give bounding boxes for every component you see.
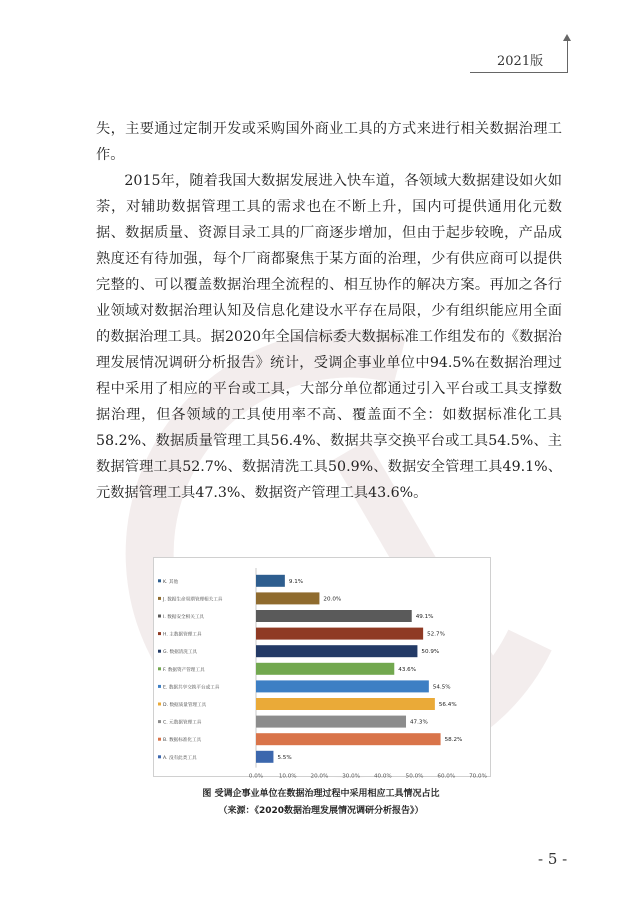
category-label: D. 数据质量管理工具 (163, 703, 207, 708)
category-label: E. 数据共享交换平台或工具 (163, 685, 220, 691)
legend-marker (158, 703, 161, 706)
value-label: 50.9% (421, 649, 440, 656)
category-label: J. 数据生命周期管理相关工具 (163, 597, 223, 603)
x-tick-label: 60.0% (437, 773, 456, 780)
legend-marker (158, 597, 161, 600)
bar (256, 592, 319, 604)
page-number: - 5 - (538, 850, 568, 868)
bar (256, 716, 406, 728)
category-label: C. 元数据管理工具 (163, 720, 202, 726)
value-label: 47.3% (410, 719, 428, 726)
legend-marker (158, 615, 161, 618)
bar (256, 680, 429, 692)
value-label: 43.6% (398, 666, 417, 673)
value-label: 20.0% (323, 596, 342, 603)
bar (256, 663, 394, 675)
bar (256, 628, 423, 640)
x-tick-label: 10.0% (278, 773, 297, 780)
bar (256, 610, 412, 622)
value-label: 54.5% (432, 684, 451, 691)
x-tick-label: 70.0% (469, 773, 487, 780)
value-label: 58.2% (444, 737, 463, 744)
value-label: 5.5% (277, 754, 292, 761)
category-label: G. 数据清洗工具 (163, 650, 198, 656)
value-label: 9.1% (288, 578, 304, 585)
paragraph-continuation: 失，主要通过定制开发或采购国外商业工具的方式来进行相关数据治理工作。 (96, 121, 562, 163)
edition-corner-line (470, 72, 568, 73)
category-label: H. 主数据管理工具 (163, 632, 202, 638)
bar (256, 751, 273, 763)
up-arrow-icon (563, 34, 571, 41)
value-label: 49.1% (415, 614, 434, 620)
bar (256, 575, 285, 587)
bar (256, 645, 417, 657)
body-text (96, 116, 562, 506)
x-tick-label: 20.0% (310, 773, 329, 780)
paragraph-main: 2015年，随着我国大数据发展进入快车道，各领域大数据建设如火如荼，对辅助数据管理工具的需求也在不断上升，国内可提供通用化元数据、数据质量、资源目录工具的厂商逐步增加，但由于起步较晚，产品成熟度还有待加强，每个厂商都聚焦于某方面的治理，少有供应商可以提供完整的、可以覆盖数据治理全流程的、相互协作的解决方案。再加之各行业领域对数据治理认知及信息化建设水平存在局限，少有组织能应用全面的数据治理工具。据2020年全国信标委大数据标准工作组发布的《数据治理发展情况调研分析报告》统计，受调企事业单位中94.5%在数据治理过程中采用了相应的平台或工具，大部分单位都通过引入平台或工具支撑数据治理，但各领域的工具使用率不高、覆盖面不全：如数据标准化工具58.2%、数据质量管理工具56.4%、数据共享交换平台或工具54.5%、主数据管理工具52.7%、数据清洗工具50.9%、数据安全管理工具49.1%、元数据管理工具47.3%、数据资产管理工具43.6%。 (96, 173, 562, 501)
value-label: 56.4% (438, 702, 457, 708)
legend-marker (158, 650, 161, 653)
legend-marker (158, 579, 161, 582)
legend-marker (158, 685, 161, 688)
legend-marker (158, 720, 161, 723)
category-label: I. 数据安全相关工具 (163, 615, 205, 620)
category-label: A. 没有此类工具 (163, 755, 197, 761)
category-label: K. 其他 (163, 579, 179, 585)
x-tick-label: 50.0% (405, 773, 424, 780)
value-label: 52.7% (427, 631, 445, 638)
x-tick-label: 0.0% (248, 773, 264, 780)
x-tick-label: 40.0% (373, 773, 392, 780)
legend-marker (158, 755, 161, 758)
figure-caption: 图 受调企事业单位在数据治理过程中采用相应工具情况占比 (202, 789, 440, 799)
chart-frame (153, 557, 491, 780)
category-label: B. 数据标准化工具 (163, 738, 202, 744)
edition-corner-line-vertical (567, 40, 568, 73)
bar-chart (154, 558, 490, 780)
bar (256, 733, 441, 745)
figure-source: （来源：《2020数据治理发展情况调研分析报告》） (218, 806, 424, 816)
legend-marker (158, 632, 161, 635)
bar (256, 698, 435, 710)
x-tick-label: 30.0% (342, 773, 361, 780)
category-label: F. 数据资产管理工具 (163, 667, 205, 673)
edition-label: 2021版 (497, 54, 544, 69)
legend-marker (158, 738, 161, 741)
legend-marker (158, 667, 161, 670)
